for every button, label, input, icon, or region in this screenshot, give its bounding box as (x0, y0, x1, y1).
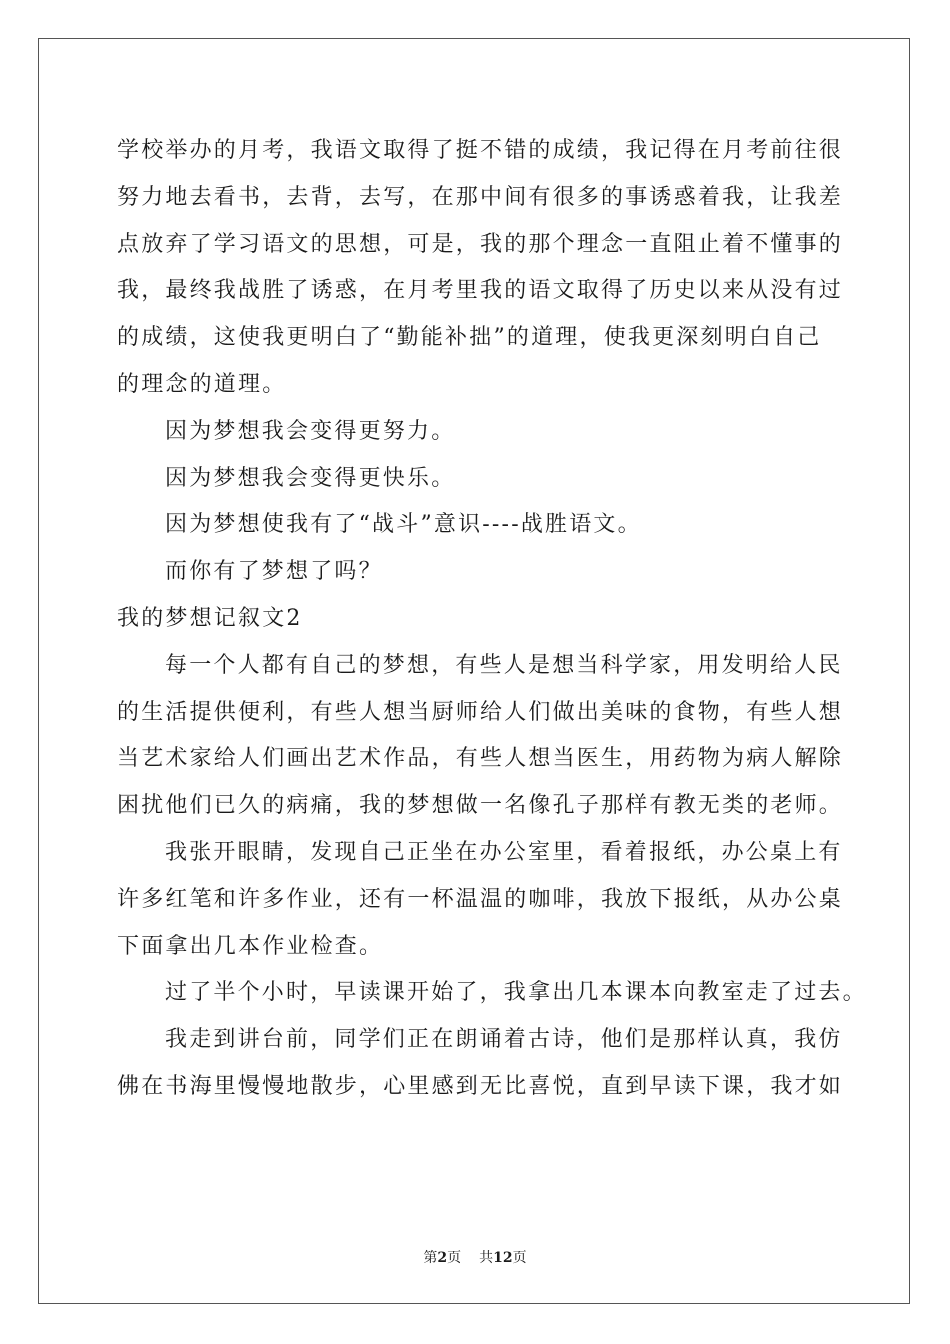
body-line: 的成绩，这使我更明白了“勤能补拙”的道理，使我更深刻明白自己 (117, 325, 822, 351)
body-line: 许多红笔和许多作业，还有一杯温温的咖啡，我放下报纸，从办公桌 (117, 886, 844, 912)
page-prefix: 第 (423, 1250, 438, 1266)
body-line: 的理念的道理。 (117, 371, 287, 397)
paragraph-line: 我走到讲台前，同学们正在朗诵着古诗，他们是那样认真，我仿 (165, 1027, 843, 1053)
body-line: 点放弃了学习语文的思想，可是，我的那个理念一直阻止着不懂事的 (117, 231, 844, 257)
page-footer (0, 1248, 950, 1268)
page-suffix: 页 (447, 1250, 462, 1266)
body-line: 学校举办的月考，我语文取得了挺不错的成绩，我记得在月考前往很 (117, 138, 844, 163)
body-line: 我，最终我战胜了诱惑，在月考里我的语文取得了历史以来从没有过 (117, 278, 844, 304)
paragraph-line: 因为梦想使我有了“战斗”意识----战胜语文。 (165, 512, 642, 538)
body-line: 困扰他们已久的病痛，我的梦想做一名像孔子那样有教无类的老师。 (117, 793, 844, 819)
body-line: 下面拿出几本作业检查。 (117, 933, 384, 959)
body-line: 努力地去看书，去背，去写，在那中间有很多的事诱惑着我，让我差 (117, 184, 844, 210)
document-body (117, 128, 867, 1111)
paragraph-line: 因为梦想我会变得更努力。 (165, 418, 456, 444)
paragraph-line: 因为梦想我会变得更快乐。 (165, 465, 456, 491)
total-pages: 12 (493, 1250, 513, 1266)
body-line: 的生活提供便利，有些人想当厨师给人们做出美味的食物，有些人想 (117, 699, 844, 725)
body-line: 当艺术家给人们画出艺术作品，有些人想当医生，用药物为病人解除 (117, 746, 844, 772)
paragraph-line: 过了半个小时，早读课开始了，我拿出几本课本向教室走了过去。 (165, 980, 867, 1006)
paragraph-line: 每一个人都有自己的梦想，有些人是想当科学家，用发明给人民 (165, 652, 843, 678)
paragraph-line: 我张开眼睛，发现自己正坐在办公室里，看着报纸，办公桌上有 (165, 839, 843, 865)
body-line: 佛在书海里慢慢地散步，心里感到无比喜悦，直到早读下课，我才如 (117, 1073, 844, 1099)
page-number: 2 (437, 1250, 448, 1266)
total-suffix: 页 (512, 1250, 527, 1266)
total-prefix: 共 (479, 1250, 494, 1266)
paragraph-line: 而你有了梦想了吗？ (165, 559, 383, 585)
section-heading: 我的梦想记叙文2 (117, 605, 303, 631)
